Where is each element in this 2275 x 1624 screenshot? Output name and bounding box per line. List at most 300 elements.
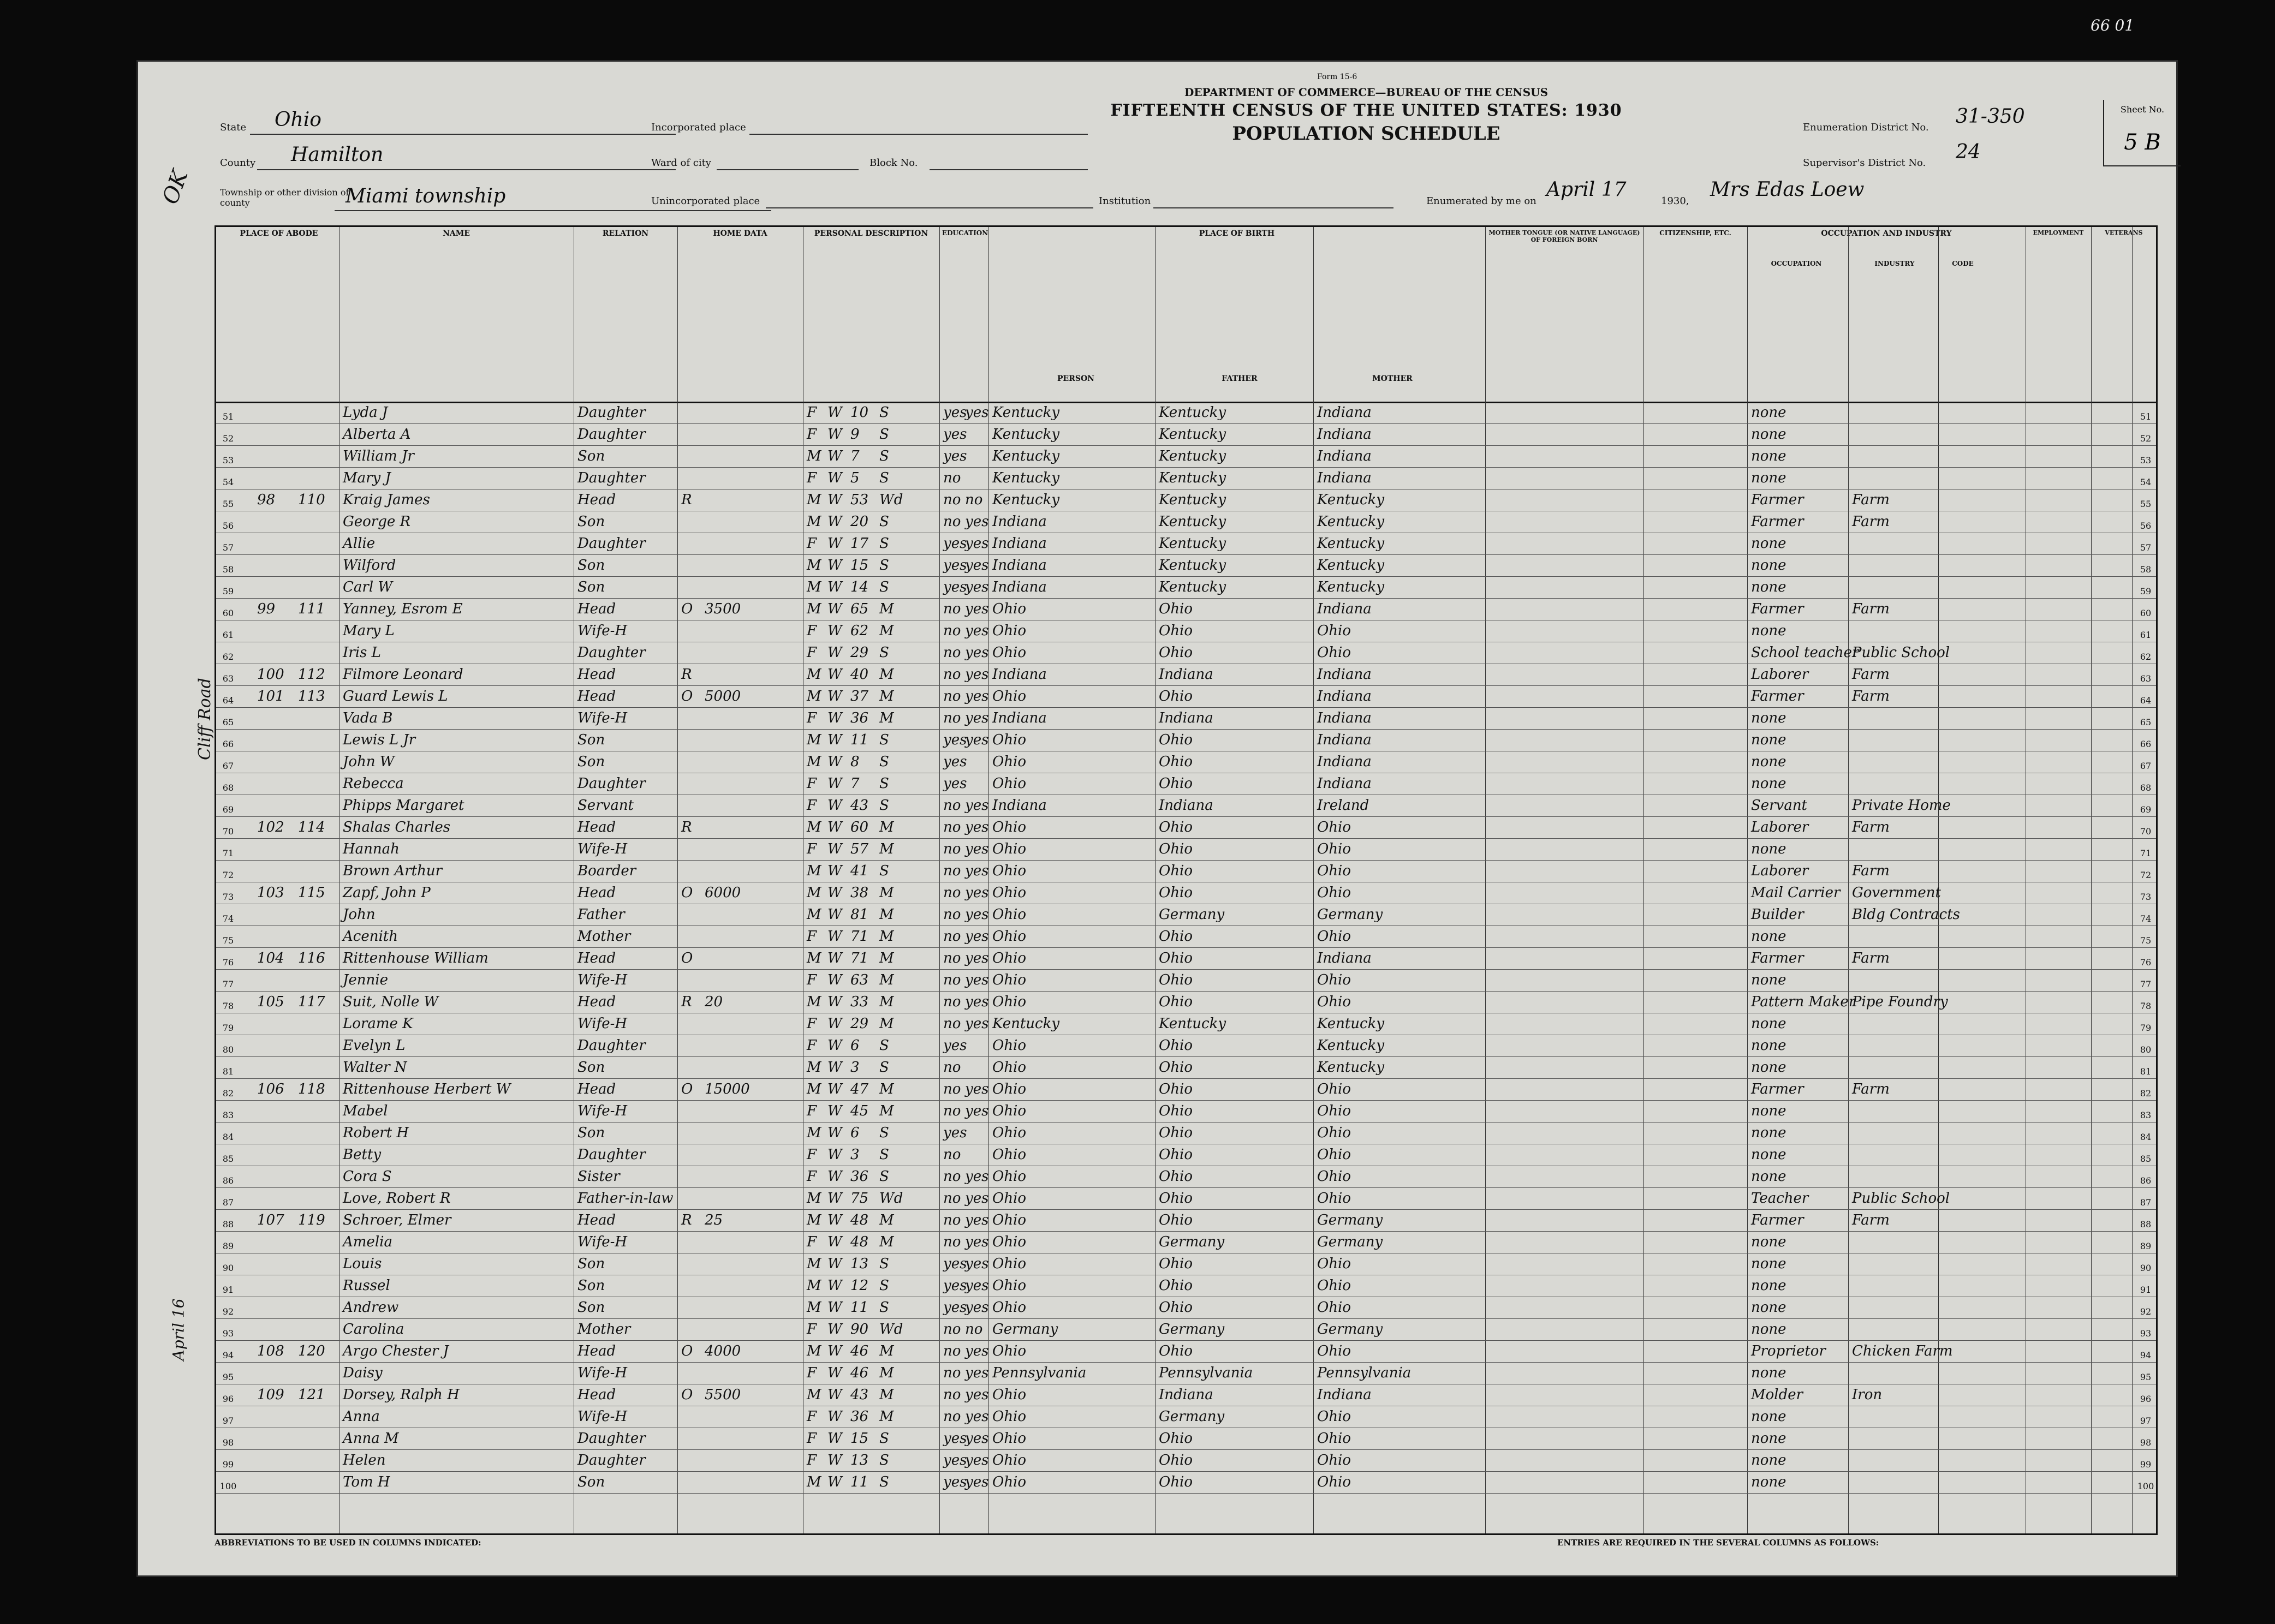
table-row: [216, 642, 2156, 664]
sex: M: [807, 863, 821, 879]
birthplace-mother: Ohio: [1317, 1452, 1351, 1468]
birthplace-father: Kentucky: [1159, 557, 1226, 574]
table-row: [216, 947, 2156, 970]
marital-status: S: [879, 732, 889, 748]
row-number-right: 85: [2140, 1154, 2152, 1164]
sex: M: [807, 1081, 821, 1097]
person-name: Anna: [343, 1408, 380, 1425]
school: yes: [943, 1430, 967, 1447]
age: 9: [850, 426, 860, 443]
marital-status: M: [879, 994, 894, 1010]
age: 20: [850, 514, 869, 530]
occupation: none: [1751, 1321, 1786, 1338]
home-value: 5000: [705, 688, 741, 704]
birthplace-mother: Ohio: [1317, 819, 1351, 835]
family-number: 111: [298, 601, 325, 617]
row-number: 58: [222, 564, 234, 575]
race: W: [827, 1103, 842, 1119]
row-number: 62: [222, 652, 234, 662]
table-row: [216, 511, 2156, 533]
school: yes: [943, 754, 967, 770]
relation: Daughter: [577, 1430, 646, 1447]
school: yes: [943, 1037, 967, 1054]
birthplace-father: Kentucky: [1159, 579, 1226, 595]
age: 3: [850, 1147, 860, 1163]
read-write: yes: [965, 972, 989, 988]
row-number-right: 90: [2140, 1263, 2152, 1273]
person-name: Filmore Leonard: [343, 666, 463, 683]
relation: Head: [577, 1343, 616, 1359]
birthplace-father: Kentucky: [1159, 1016, 1226, 1032]
col-veterans: VETERANS: [2105, 229, 2143, 236]
birthplace-father: Indiana: [1159, 797, 1213, 814]
birthplace-father: Ohio: [1159, 1168, 1193, 1185]
school: no: [943, 470, 961, 486]
birthplace-father: Ohio: [1159, 841, 1193, 857]
occupation: Farmer: [1751, 688, 1804, 704]
marital-status: M: [879, 666, 894, 683]
person-name: Carl W: [343, 579, 393, 595]
person-name: Louis: [343, 1256, 382, 1272]
read-write: yes: [965, 1081, 989, 1097]
row-number-right: 52: [2140, 433, 2152, 444]
row-number: 77: [222, 979, 234, 989]
sex: F: [807, 1147, 817, 1163]
sex: M: [807, 1256, 821, 1272]
township-value: Miami township: [346, 185, 506, 207]
sex: F: [807, 775, 817, 792]
row-number: 57: [222, 542, 234, 553]
birthplace-mother: Germany: [1317, 1234, 1383, 1250]
row-number: 65: [222, 717, 234, 727]
birthplace-mother: Germany: [1317, 1212, 1383, 1228]
race: W: [827, 1212, 842, 1228]
occupation: none: [1751, 1168, 1786, 1185]
marital-status: M: [879, 710, 894, 726]
school: no: [943, 514, 961, 530]
birthplace-mother: Indiana: [1317, 1387, 1372, 1403]
industry: Pipe Foundry: [1852, 994, 1948, 1010]
age: 90: [850, 1321, 869, 1338]
row-number: 94: [222, 1350, 234, 1360]
birthplace-person: Ohio: [992, 1343, 1027, 1359]
sex: F: [807, 1430, 817, 1447]
entries-heading: ENTRIES ARE REQUIRED IN THE SEVERAL COLUMNS AS FOLLOWS:: [1557, 1538, 1879, 1548]
occupation: none: [1751, 1234, 1786, 1250]
row-number: 84: [222, 1132, 234, 1142]
birthplace-father: Indiana: [1159, 666, 1213, 683]
marital-status: S: [879, 1168, 889, 1185]
col-education: EDUCATION: [942, 229, 988, 237]
row-number-right: 67: [2140, 761, 2152, 771]
school: no: [943, 994, 961, 1010]
birthplace-person: Ohio: [992, 1103, 1027, 1119]
table-row: [216, 1340, 2156, 1363]
institution-label: Institution: [1099, 195, 1151, 207]
occupation: none: [1751, 928, 1786, 945]
person-name: Lewis L Jr: [343, 732, 416, 748]
occupation: none: [1751, 1299, 1786, 1316]
relation: Son: [577, 1256, 605, 1272]
school: yes: [943, 732, 967, 748]
sex: F: [807, 928, 817, 945]
age: 40: [850, 666, 869, 683]
birthplace-father: Ohio: [1159, 950, 1193, 966]
school: no: [943, 492, 961, 508]
col-code: CODE: [1952, 260, 1974, 267]
row-number: 97: [222, 1416, 234, 1426]
incorporated-label: Incorporated place: [651, 122, 746, 133]
birthplace-father: Kentucky: [1159, 514, 1226, 530]
race: W: [827, 426, 842, 443]
relation: Son: [577, 1059, 605, 1076]
birthplace-person: Ohio: [992, 1474, 1027, 1490]
birthplace-father: Ohio: [1159, 1212, 1193, 1228]
age: 71: [850, 928, 869, 945]
home-owned: O: [681, 950, 693, 966]
relation: Daughter: [577, 1037, 646, 1054]
birthplace-mother: Indiana: [1317, 601, 1372, 617]
occupation: Proprietor: [1751, 1343, 1826, 1359]
row-number-right: 93: [2140, 1328, 2152, 1339]
home-owned: R: [681, 819, 692, 835]
birthplace-mother: Kentucky: [1317, 1016, 1385, 1032]
birthplace-mother: Kentucky: [1317, 1059, 1385, 1076]
person-name: Dorsey, Ralph H: [343, 1387, 460, 1403]
relation: Wife-H: [577, 1016, 628, 1032]
relation: Daughter: [577, 1147, 646, 1163]
school: yes: [943, 1125, 967, 1141]
birthplace-mother: Indiana: [1317, 404, 1372, 421]
school: no: [943, 623, 961, 639]
age: 57: [850, 841, 869, 857]
table-row: [216, 1035, 2156, 1057]
table-row: [216, 423, 2156, 446]
row-number: 95: [222, 1372, 234, 1382]
race: W: [827, 514, 842, 530]
occupation: Laborer: [1751, 819, 1809, 835]
row-number-right: 98: [2140, 1437, 2152, 1448]
row-number-right: 68: [2140, 783, 2152, 793]
marital-status: M: [879, 950, 894, 966]
row-number: 74: [222, 913, 234, 924]
birthplace-father: Ohio: [1159, 623, 1193, 639]
birthplace-person: Ohio: [992, 1408, 1027, 1425]
supervisor-label: Supervisor's District No.: [1803, 157, 1926, 169]
family-number: 116: [298, 950, 325, 966]
sex: F: [807, 1365, 817, 1381]
race: W: [827, 1234, 842, 1250]
person-name: Anna M: [343, 1430, 399, 1447]
read-write: yes: [965, 950, 989, 966]
birthplace-father: Ohio: [1159, 688, 1193, 704]
sex: M: [807, 688, 821, 704]
age: 13: [850, 1452, 869, 1468]
read-write: yes: [965, 688, 989, 704]
person-name: Betty: [343, 1147, 382, 1163]
county-label: County: [220, 157, 256, 169]
birthplace-person: Kentucky: [992, 470, 1060, 486]
state-label: State: [220, 122, 247, 133]
table-row: [216, 1122, 2156, 1144]
birthplace-mother: Ohio: [1317, 1299, 1351, 1316]
age: 71: [850, 950, 869, 966]
school: no: [943, 928, 961, 945]
relation: Head: [577, 885, 616, 901]
person-name: Mary J: [343, 470, 391, 486]
row-number-right: 82: [2140, 1088, 2152, 1098]
marital-status: M: [879, 1103, 894, 1119]
relation: Head: [577, 492, 616, 508]
supervisor-value: 24: [1956, 141, 1981, 163]
row-number-right: 65: [2140, 717, 2152, 727]
marital-status: M: [879, 841, 894, 857]
row-number-right: 79: [2140, 1023, 2152, 1033]
home-owned: R: [681, 492, 692, 508]
occupation: none: [1751, 754, 1786, 770]
age: 13: [850, 1256, 869, 1272]
row-number: 66: [222, 739, 234, 749]
race: W: [827, 644, 842, 661]
marital-status: S: [879, 775, 889, 792]
row-number-right: 66: [2140, 739, 2152, 749]
birthplace-mother: Ohio: [1317, 1103, 1351, 1119]
row-number-right: 76: [2140, 957, 2152, 968]
birthplace-person: Kentucky: [992, 404, 1060, 421]
race: W: [827, 950, 842, 966]
industry: Iron: [1852, 1387, 1883, 1403]
row-number: 88: [222, 1219, 234, 1229]
family-number: 112: [298, 666, 325, 683]
row-number-right: 99: [2140, 1459, 2152, 1470]
birthplace-mother: Ohio: [1317, 1147, 1351, 1163]
race: W: [827, 1299, 842, 1316]
race: W: [827, 754, 842, 770]
home-owned: R: [681, 994, 692, 1010]
footer: [215, 1538, 2158, 1576]
birthplace-person: Ohio: [992, 1277, 1027, 1294]
table-row: [216, 1318, 2156, 1341]
enumerated-label: Enumerated by me on: [1426, 195, 1536, 207]
row-number: 82: [222, 1088, 234, 1098]
birthplace-mother: Indiana: [1317, 448, 1372, 464]
row-number: 80: [222, 1044, 234, 1055]
race: W: [827, 557, 842, 574]
school: no: [943, 1234, 961, 1250]
person-name: John: [343, 906, 376, 923]
relation: Son: [577, 557, 605, 574]
race: W: [827, 906, 842, 923]
age: 63: [850, 972, 869, 988]
age: 33: [850, 994, 869, 1010]
sex: M: [807, 906, 821, 923]
marital-status: M: [879, 1343, 894, 1359]
row-number-right: 54: [2140, 477, 2152, 487]
table-row: [216, 664, 2156, 686]
occupation: none: [1751, 1125, 1786, 1141]
person-name: Carolina: [343, 1321, 404, 1338]
age: 60: [850, 819, 869, 835]
row-number-right: 95: [2140, 1372, 2152, 1382]
occupation: none: [1751, 1016, 1786, 1032]
race: W: [827, 1365, 842, 1381]
sex: M: [807, 601, 821, 617]
read-write: yes: [965, 644, 989, 661]
birthplace-person: Ohio: [992, 994, 1027, 1010]
sex: M: [807, 579, 821, 595]
school: no: [943, 1147, 961, 1163]
sex: M: [807, 492, 821, 508]
person-name: Andrew: [343, 1299, 399, 1316]
dwelling-number: 108: [257, 1343, 284, 1359]
person-name: Jennie: [343, 972, 389, 988]
age: 48: [850, 1234, 869, 1250]
relation: Mother: [577, 928, 631, 945]
birthplace-father: Germany: [1159, 1408, 1225, 1425]
home-owned: R: [681, 666, 692, 683]
relation: Daughter: [577, 426, 646, 443]
race: W: [827, 885, 842, 901]
relation: Head: [577, 601, 616, 617]
birthplace-person: Ohio: [992, 775, 1027, 792]
col-birth-person: PERSON: [1057, 374, 1094, 383]
marital-status: S: [879, 535, 889, 552]
row-number: 76: [222, 957, 234, 968]
col-birth-mother: MOTHER: [1372, 374, 1413, 383]
school: yes: [943, 1299, 967, 1316]
read-write: yes: [965, 601, 989, 617]
industry: Private Home: [1852, 797, 1951, 814]
enum-district-value: 31-350: [1956, 105, 2025, 128]
school: no: [943, 666, 961, 683]
age: 36: [850, 1168, 869, 1185]
race: W: [827, 1125, 842, 1141]
birthplace-mother: Ohio: [1317, 1408, 1351, 1425]
dwelling-number: 98: [257, 492, 276, 508]
school: no: [943, 797, 961, 814]
birthplace-person: Ohio: [992, 1299, 1027, 1316]
birthplace-mother: Germany: [1317, 906, 1383, 923]
birthplace-father: Kentucky: [1159, 492, 1226, 508]
table-row: [216, 729, 2156, 751]
row-number-right: 74: [2140, 913, 2152, 924]
read-write: yes: [965, 1387, 989, 1403]
row-number: 91: [222, 1285, 234, 1295]
sex: M: [807, 950, 821, 966]
table-row: [216, 860, 2156, 882]
birthplace-mother: Kentucky: [1317, 1037, 1385, 1054]
birthplace-person: Kentucky: [992, 426, 1060, 443]
school: no: [943, 1059, 961, 1076]
relation: Father-in-law: [577, 1190, 674, 1207]
sex: F: [807, 535, 817, 552]
birthplace-person: Ohio: [992, 906, 1027, 923]
occupation: Farmer: [1751, 492, 1804, 508]
read-write: yes: [965, 623, 989, 639]
table-row: [216, 620, 2156, 642]
age: 43: [850, 797, 869, 814]
col-name: NAME: [443, 229, 470, 238]
row-number-right: 80: [2140, 1044, 2152, 1055]
birthplace-father: Ohio: [1159, 1059, 1193, 1076]
relation: Wife-H: [577, 841, 628, 857]
relation: Sister: [577, 1168, 620, 1185]
birthplace-mother: Indiana: [1317, 775, 1372, 792]
birthplace-mother: Kentucky: [1317, 514, 1385, 530]
sex: M: [807, 819, 821, 835]
industry: Farm: [1852, 514, 1890, 530]
birthplace-person: Indiana: [992, 514, 1047, 530]
person-name: Shalas Charles: [343, 819, 451, 835]
birthplace-person: Ohio: [992, 972, 1027, 988]
row-number-right: 57: [2140, 542, 2152, 553]
occupation: none: [1751, 1365, 1786, 1381]
row-number-right: 75: [2140, 935, 2152, 946]
sex: M: [807, 514, 821, 530]
marital-status: M: [879, 1365, 894, 1381]
industry: Farm: [1852, 688, 1890, 704]
marital-status: S: [879, 1256, 889, 1272]
birthplace-person: Ohio: [992, 1452, 1027, 1468]
row-number-right: 88: [2140, 1219, 2152, 1229]
home-value: 4000: [705, 1343, 741, 1359]
age: 41: [850, 863, 869, 879]
marital-status: M: [879, 972, 894, 988]
birthplace-person: Indiana: [992, 797, 1047, 814]
birthplace-father: Ohio: [1159, 1190, 1193, 1207]
col-occupation: OCCUPATION AND INDUSTRY: [1821, 229, 1952, 238]
marital-status: M: [879, 1234, 894, 1250]
row-number-right: 78: [2140, 1001, 2152, 1011]
dwelling-number: 109: [257, 1387, 284, 1403]
school: no: [943, 863, 961, 879]
read-write: yes: [965, 1430, 989, 1447]
sex: F: [807, 797, 817, 814]
birthplace-mother: Kentucky: [1317, 492, 1385, 508]
department-heading: DEPARTMENT OF COMMERCE—BUREAU OF THE CENSUS: [1184, 86, 1549, 99]
birthplace-mother: Ohio: [1317, 1430, 1351, 1447]
person-name: Daisy: [343, 1365, 383, 1381]
school: no: [943, 688, 961, 704]
birthplace-mother: Indiana: [1317, 950, 1372, 966]
marital-status: S: [879, 448, 889, 464]
table-row: [216, 685, 2156, 708]
row-number: 86: [222, 1175, 234, 1186]
marital-status: S: [879, 1147, 889, 1163]
sex: M: [807, 1474, 821, 1490]
relation: Wife-H: [577, 1103, 628, 1119]
sex: F: [807, 1168, 817, 1185]
sex: F: [807, 426, 817, 443]
birthplace-mother: Kentucky: [1317, 557, 1385, 574]
birthplace-mother: Ohio: [1317, 972, 1351, 988]
row-number-right: 94: [2140, 1350, 2152, 1360]
table-row: [216, 1253, 2156, 1275]
birthplace-father: Ohio: [1159, 819, 1193, 835]
birthplace-father: Ohio: [1159, 1037, 1193, 1054]
row-number-right: 96: [2140, 1394, 2152, 1404]
marital-status: M: [879, 1212, 894, 1228]
table-row: [216, 402, 2156, 424]
age: 15: [850, 557, 869, 574]
age: 11: [850, 732, 869, 748]
occupation: none: [1751, 1059, 1786, 1076]
occupation: Farmer: [1751, 950, 1804, 966]
occupation: Mail Carrier: [1751, 885, 1841, 901]
race: W: [827, 1343, 842, 1359]
school: yes: [943, 775, 967, 792]
birthplace-father: Ohio: [1159, 1256, 1193, 1272]
